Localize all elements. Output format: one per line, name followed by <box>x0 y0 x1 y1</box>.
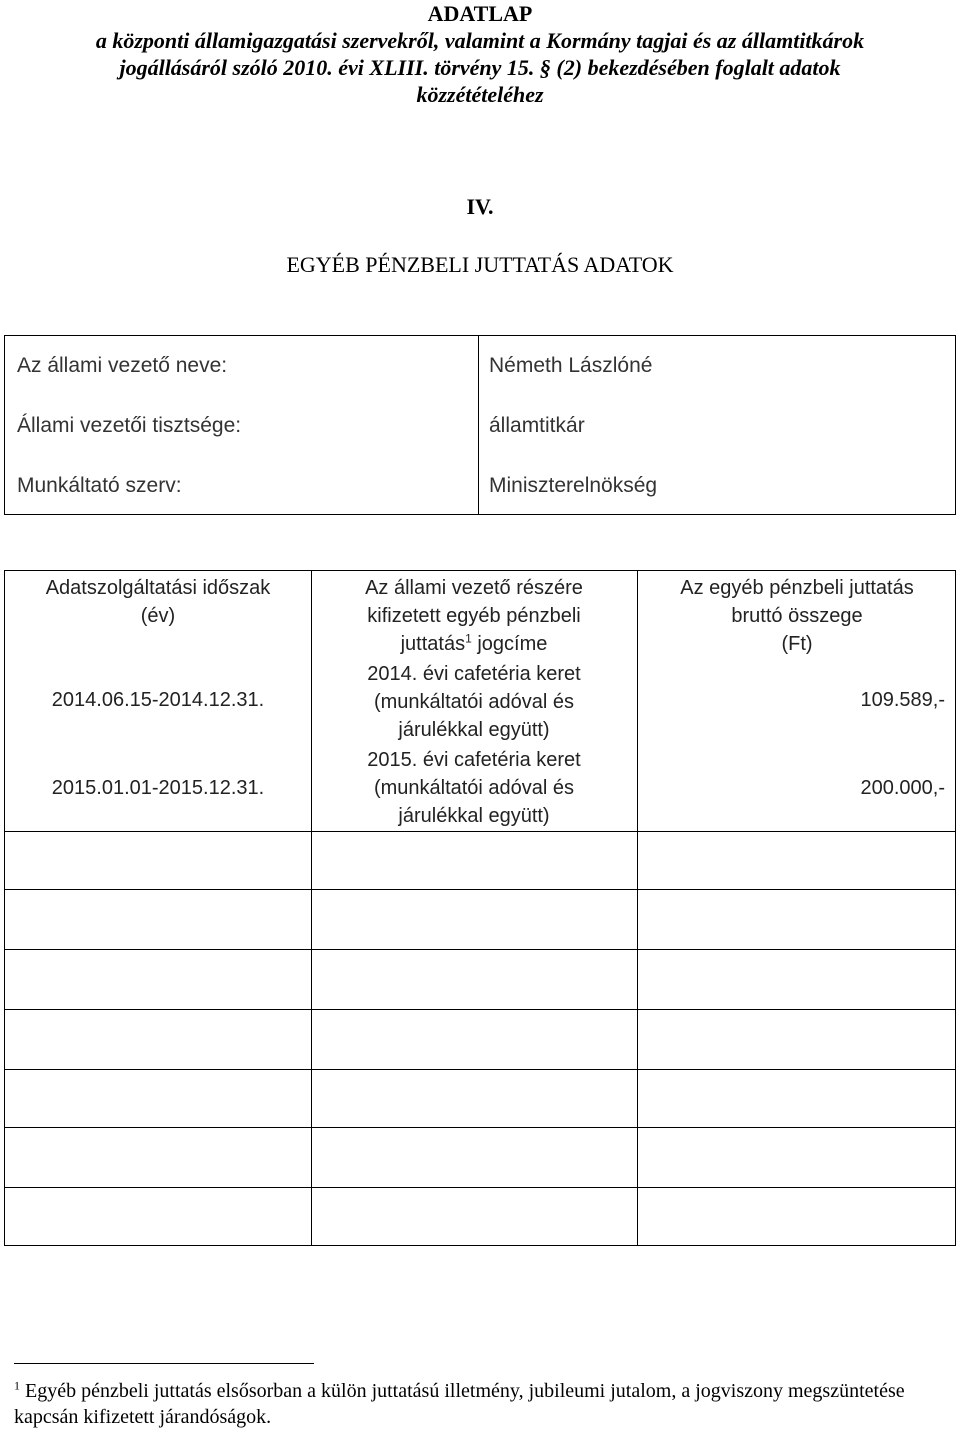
row-period: 2015.01.01-2015.12.31. <box>51 777 265 799</box>
benefits-table <box>4 570 956 1246</box>
row-amount: 200.000,- <box>860 777 945 799</box>
officer-info-table <box>4 335 956 515</box>
row-benefit-title <box>311 746 637 830</box>
row-divider <box>5 1009 955 1010</box>
info-value: államtitkár <box>489 414 585 437</box>
row-divider <box>5 831 955 832</box>
row-divider <box>5 1187 955 1188</box>
header-line <box>311 630 637 658</box>
row-benefit-title <box>311 660 637 744</box>
document-title: ADATLAP <box>427 1 533 26</box>
footnote-marker: 1 <box>14 1378 20 1393</box>
row-amount: 109.589,- <box>860 689 945 711</box>
header-line: kifizetett egyéb pénzbeli <box>367 605 581 627</box>
header-amount <box>637 574 957 658</box>
section-title: EGYÉB PÉNZBELI JUTTATÁS ADATOK <box>286 252 674 277</box>
info-label: Munkáltató szerv: <box>17 474 182 497</box>
title-line: 2015. évi cafetéria keret <box>367 749 581 771</box>
header-period <box>5 574 311 630</box>
title-line: járulékkal együtt) <box>398 805 550 827</box>
header-line: bruttó összege <box>731 605 863 627</box>
header-word: jogcíme <box>471 633 548 655</box>
info-row-name <box>5 336 955 396</box>
document-subtitle <box>0 27 960 108</box>
header-line: Adatszolgáltatási időszak <box>45 577 271 599</box>
header-line: Az egyéb pénzbeli juttatás <box>680 577 914 599</box>
title-line: (munkáltatói adóval és <box>373 777 575 799</box>
info-label: Az állami vezető neve: <box>17 354 228 377</box>
row-period: 2014.06.15-2014.12.31. <box>51 689 265 711</box>
header-line: (Ft) <box>781 633 813 655</box>
title-line: 2014. évi cafetéria keret <box>367 663 581 685</box>
row-divider <box>5 949 955 950</box>
header-line: Az állami vezető részére <box>365 577 583 599</box>
row-divider <box>5 1127 955 1128</box>
info-value: Miniszterelnökség <box>489 474 658 497</box>
info-row-position <box>5 396 955 456</box>
row-divider <box>5 889 955 890</box>
header-line: (év) <box>140 605 176 627</box>
footnote-separator <box>14 1363 314 1364</box>
footnote <box>14 1378 944 1430</box>
subtitle-line: jogállásáról szóló 2010. évi XLIII. törvény 15. § (2) bekezdésében foglalt adatok <box>119 55 841 80</box>
info-value: Németh Lászlóné <box>489 354 653 377</box>
title-line: (munkáltatói adóval és <box>373 691 575 713</box>
subtitle-line: a központi államigazgatási szervekről, valamint a Kormány tagjai és az államtitkárok <box>95 28 865 53</box>
footnote-text: Egyéb pénzbeli juttatás elsősorban a külön juttatású illetmény, jubileumi jutalom, a jogviszony megszüntetése kapcsán kifizetett járandóságok. <box>14 1380 905 1428</box>
header-benefit-title <box>311 574 637 658</box>
column-divider <box>637 571 638 1245</box>
header-word: juttatás <box>400 633 466 655</box>
info-label: Állami vezetői tisztsége: <box>17 414 242 437</box>
subtitle-line: közzétételéhez <box>416 82 544 107</box>
info-row-employer <box>5 456 955 516</box>
title-line: járulékkal együtt) <box>398 719 550 741</box>
footnote-ref: 1 <box>465 631 472 646</box>
section-number: IV. <box>466 194 494 219</box>
row-divider <box>5 1069 955 1070</box>
